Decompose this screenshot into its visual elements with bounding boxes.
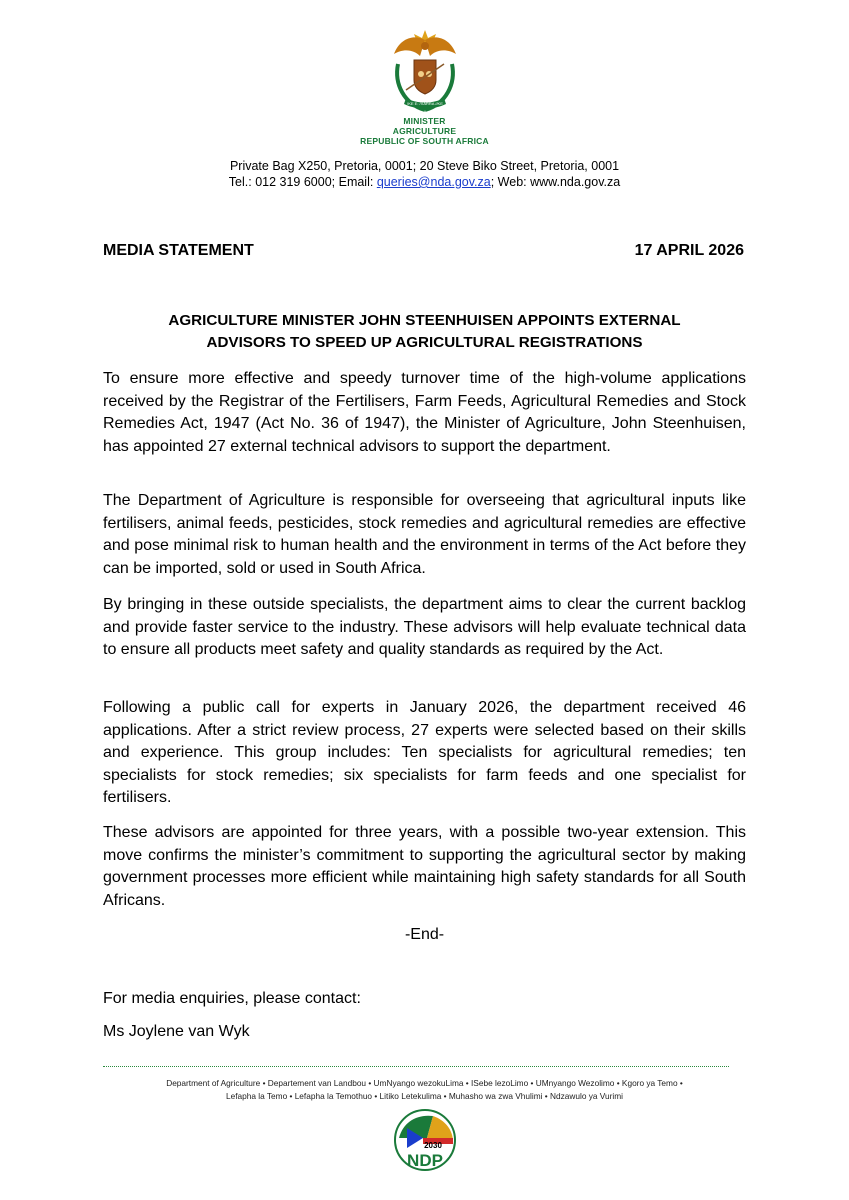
footer-line-2: Lefapha la Temo • Lefapha la Temothuo • Litiko Letekulima • Muhasho wa zwa Vhulimi • Ndzawulo ya Vurimi	[225, 1091, 624, 1101]
paragraph-1: To ensure more effective and speedy turnover time of the high-volume applications received by the Registrar of the Fertilisers, Farm Feeds, Agricultural Remedies and Stock Remedies Act, 1947 (Act No. 36 of 1947), the Minister of Agriculture, John Steenhuisen, has appointed 27 external technical advisors to support the department.	[103, 370, 746, 455]
headline-line-1: AGRICULTURE MINISTER JOHN STEENHUISEN APPOINTS EXTERNAL	[168, 312, 681, 329]
ndp-year: 2030	[424, 1141, 442, 1150]
ministry-line-2: AGRICULTURE	[392, 126, 457, 136]
end-marker: -End-	[404, 926, 445, 943]
statement-date: 17 APRIL 2026	[634, 242, 744, 259]
contact-suffix: ; Web: www.nda.gov.za	[490, 175, 621, 189]
ministry-name	[0, 116, 849, 146]
paragraph-2: The Department of Agriculture is responsible for overseeing that agricultural inputs like fertilisers, animal feeds, pesticides, stock remedies and agricultural remedies are effective and pose minimal risk to human health and the environment in terms of the Act before they can be imported, sold or used in South Africa.	[103, 492, 746, 577]
headline-line-2: ADVISORS TO SPEED UP AGRICULTURAL REGISTRATIONS	[206, 334, 643, 351]
postal-address: Private Bag X250, Pretoria, 0001; 20 Steve Biko Street, Pretoria, 0001	[229, 159, 620, 173]
media-enquiries: For media enquiries, please contact:	[103, 990, 361, 1007]
coat-of-arms-icon	[384, 24, 466, 116]
coat-motto: !KE E: /XARRA //KE	[407, 101, 443, 106]
contact-line	[0, 174, 849, 190]
paragraph-4: Following a public call for experts in January 2026, the department received 46 applications. After a strict review process, 27 experts were selected based on their skills and experience. This group includes: Ten specialists for agricultural remedies; ten specialists for stock remedies; six specialists for farm feeds and one specialist for fertilisers.	[103, 699, 746, 807]
paragraph-5: These advisors are appointed for three years, with a possible two-year extension. This move confirms the minister’s commitment to supporting the agricultural sector by making government processes more efficient while maintaining high safety standards for all South Africans.	[103, 824, 746, 909]
footer-divider	[103, 1066, 729, 1067]
footer-line-1: Department of Agriculture • Departement van Landbou • UmNyango wezokuLima • ISebe lezoLimo • UMnyango Wezolimo • Kgoro ya Temo •	[166, 1078, 683, 1088]
ndp-logo-icon	[393, 1108, 457, 1172]
contact-name: Ms Joylene van Wyk	[103, 1023, 250, 1040]
ndp-text: NDP	[407, 1151, 443, 1170]
ministry-line-3: REPUBLIC OF SOUTH AFRICA	[360, 136, 489, 146]
headline	[103, 310, 746, 354]
ministry-line-1: MINISTER	[403, 116, 446, 126]
statement-type: MEDIA STATEMENT	[103, 242, 254, 259]
paragraph-3: By bringing in these outside specialists, the department aims to clear the current backlog and provide faster service to the industry. These advisors will help evaluate technical data to ensure all products meet safety and quality standards as required by the Act.	[103, 596, 746, 659]
contact-prefix: Tel.: 012 319 6000; Email:	[228, 175, 377, 189]
email-link[interactable]: queries@nda.gov.za	[376, 175, 491, 189]
